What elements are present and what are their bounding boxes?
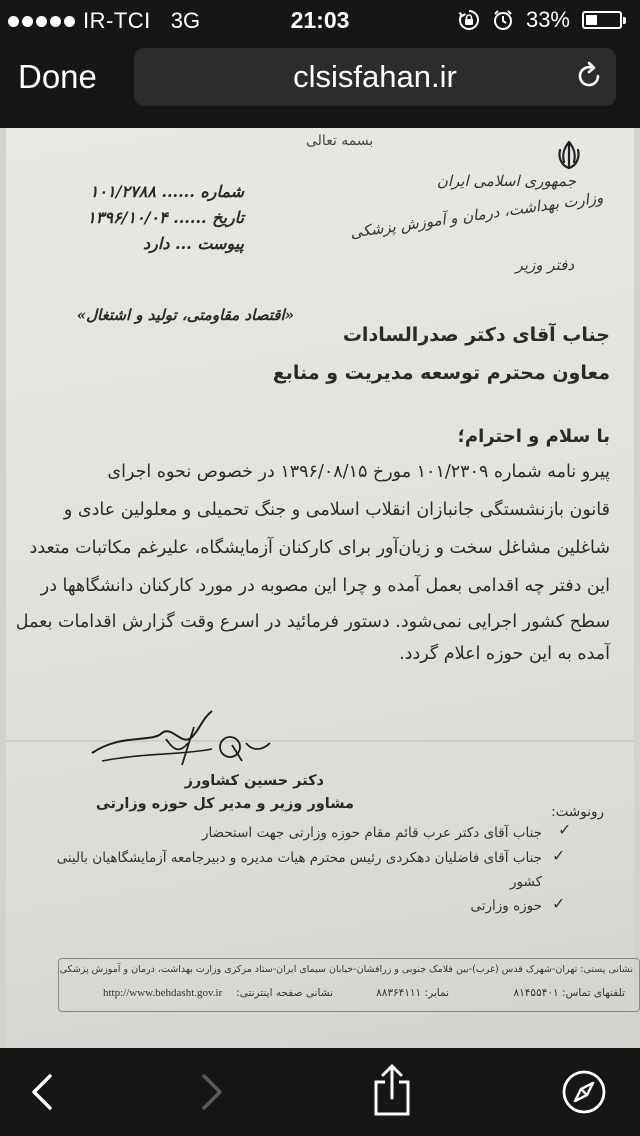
done-button[interactable]: Done: [18, 58, 97, 95]
signer-name: دکتر حسین کشاورز: [184, 773, 324, 789]
footer-fax: نمابر: ۸۸۳۶۴۱۱۱: [376, 987, 449, 999]
addressee-name: جناب آقای دکتر صدرالسادات: [342, 324, 610, 346]
document-viewer[interactable]: [0, 128, 640, 1048]
iran-emblem-icon: [554, 140, 584, 172]
letter-date: تاریخ ...... ۱۳۹۶/۱۰/۰۴: [87, 208, 244, 227]
attachment-value: دارد: [143, 234, 170, 253]
status-right: [458, 7, 622, 33]
date-value: ۱۳۹۶/۱۰/۰۴: [87, 208, 168, 227]
body-line: قانون بازنشستگی جانبازان انقلاب اسلامی و جنگ تحمیلی و معلولین عادی و: [63, 500, 610, 520]
battery-level: [586, 15, 597, 25]
body-line: این دفتر چه اقدامی بعمل آمده و چرا این مصوبه در مورد کارکنان دانشگاهها در: [40, 576, 610, 596]
checkmark-icon: ✓: [552, 894, 566, 913]
cc-line: جناب آقای فاضلیان دهکردی رئیس محترم هیات مدیره و دبیرجامعه آزمایشگاهیان بالینی: [56, 850, 542, 866]
slogan: «اقتصاد مقاومتی، تولید و اشتغال»: [76, 306, 294, 324]
ministry-line-1: جمهوری اسلامی ایران: [436, 172, 576, 190]
url-text[interactable]: clsisfahan.ir: [293, 59, 457, 94]
checkmark-icon: ✓: [558, 820, 572, 839]
back-arrow-icon[interactable]: [20, 1068, 68, 1116]
signer-title: مشاور وزیر و مدیر کل حوزه وزارتی: [95, 796, 354, 812]
footer-address: نشانی پستی: تهران-شهرک قدس (غرب)-بین فلامک جنوبی و زرافشان-خیابان سیمای ایران-ستاد مرکزی وزارت بهداشت، درمان و آموزش پزشکی: [59, 964, 633, 975]
cc-heading: رونوشت:: [551, 804, 604, 820]
browser-toolbar: [0, 1048, 640, 1136]
cc-line: کشور: [510, 874, 542, 890]
basmala: بسمه تعالی: [306, 133, 374, 149]
ministry-line-3: دفتر وزیر: [515, 256, 574, 274]
signature-mark: [82, 703, 282, 783]
body-line: شاغلین مشاغل سخت و زیان‌آور برای کارکنان آزمایشگاه، علیرغم مکاتبات متعدد: [29, 538, 610, 558]
battery-icon: [582, 11, 622, 29]
alarm-icon: [492, 9, 514, 31]
browser-nav-bar: [0, 40, 640, 128]
forward-arrow-icon[interactable]: [186, 1068, 234, 1116]
reload-icon[interactable]: [574, 61, 604, 91]
letter-footer: [58, 958, 640, 1012]
greeting: با سلام و احترام؛: [457, 426, 610, 447]
letter-number: شماره ...... ۱۰۱/۲۷۸۸: [89, 182, 244, 201]
battery-percent: 33%: [525, 7, 570, 32]
footer-phone: تلفنهای تماس: ۸۱۴۵۵۴۰۱: [513, 987, 625, 999]
rotation-lock-icon: [458, 9, 480, 31]
status-bar: [0, 0, 640, 40]
cc-line: حوزه وزارتی: [470, 898, 542, 914]
network-type: 3G: [170, 8, 201, 33]
letter-page: [6, 128, 634, 1048]
safari-compass-icon[interactable]: [560, 1068, 608, 1116]
number-label: شماره: [200, 182, 244, 201]
footer-site-label: نشانی صفحه اینترنتی:: [236, 987, 333, 999]
date-label: تاریخ: [212, 208, 244, 227]
status-time: 21:03: [290, 7, 350, 33]
footer-site: http://www.behdasht.gov.ir: [103, 987, 223, 999]
ministry-line-2: وزارت بهداشت، درمان و آموزش پزشکی: [348, 188, 605, 242]
number-value: ۱۰۱/۲۷۸۸: [89, 182, 156, 201]
carrier-name: IR-TCI: [83, 8, 151, 33]
address-bar[interactable]: [134, 48, 616, 106]
share-icon[interactable]: [370, 1062, 414, 1118]
body-line: آمده به این حوزه اعلام گردد.: [399, 644, 610, 664]
letter-attachment: پیوست ... دارد: [143, 234, 244, 253]
cc-line: جناب آقای دکتر عرب قائم مقام حوزه وزارتی جهت استحضار: [201, 825, 542, 841]
addressee-title: معاون محترم توسعه مدیریت و منابع: [272, 362, 610, 384]
body-line: پیرو نامه شماره ۱۰۱/۲۳۰۹ مورخ ۱۳۹۶/۰۸/۱۵ در خصوص نحوه اجرای: [107, 462, 610, 482]
checkmark-icon: ✓: [552, 846, 566, 865]
body-line: سطح کشور اجرایی نمی‌شود. دستور فرمائید در اسرع وقت گزارش اقدامات بعمل: [15, 612, 610, 632]
attachment-label: پیوست: [197, 234, 244, 253]
